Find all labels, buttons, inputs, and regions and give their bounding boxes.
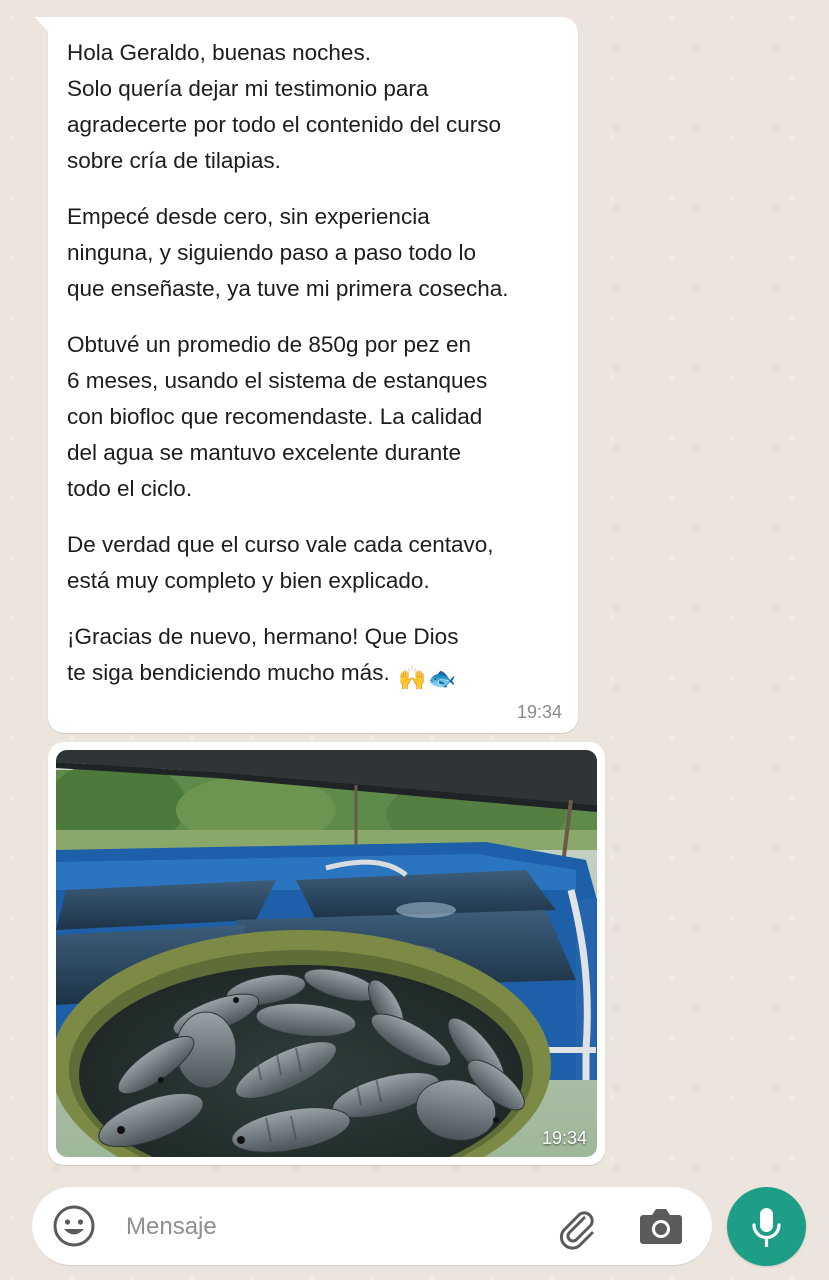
fish-emoji: 🐟 [427,666,456,691]
message-input[interactable] [124,1201,528,1253]
incoming-image-bubble[interactable] [48,742,605,1165]
microphone-button[interactable] [727,1187,806,1266]
message-paragraph-text: ¡Gracias de nuevo, hermano! Que Dios te siga bendiciendo mucho más. [67,624,459,685]
image-timestamp: 19:34 [541,1128,587,1148]
photo-illustration [56,750,597,1157]
microphone-icon [751,1207,782,1247]
message-paragraph-last [67,619,560,697]
message-paragraph: De verdad que el curso vale cada centavo, está muy completo y bien explicado. [67,532,494,593]
tilapia-harvest-photo[interactable] [56,750,597,1157]
emoji-face-icon[interactable] [52,1204,96,1248]
message-paragraph: Obtuvé un promedio de 850g por pez en 6 meses, usando el sistema de estanques con biofloc que recomendaste. La calidad del agua se mantuvo excelente durante todo el ciclo. [67,332,488,501]
message-timestamp: 19:34 [516,702,562,722]
message-paragraph: Empecé desde cero, sin experiencia ninguna, y siguiendo paso a paso todo lo que enseñaste, ya tuve mi primera cosecha. [67,204,509,301]
incoming-message-bubble[interactable] [48,17,578,733]
camera-icon[interactable] [638,1205,684,1247]
raising-hands-emoji: 🙌 [397,666,426,691]
message-composer [32,1187,712,1265]
message-paragraph: Hola Geraldo, buenas noches. Solo quería dejar mi testimonio para agradecerte por todo el contenido del curso sobre cría de tilapias. [67,40,502,173]
paperclip-icon[interactable] [554,1204,600,1250]
